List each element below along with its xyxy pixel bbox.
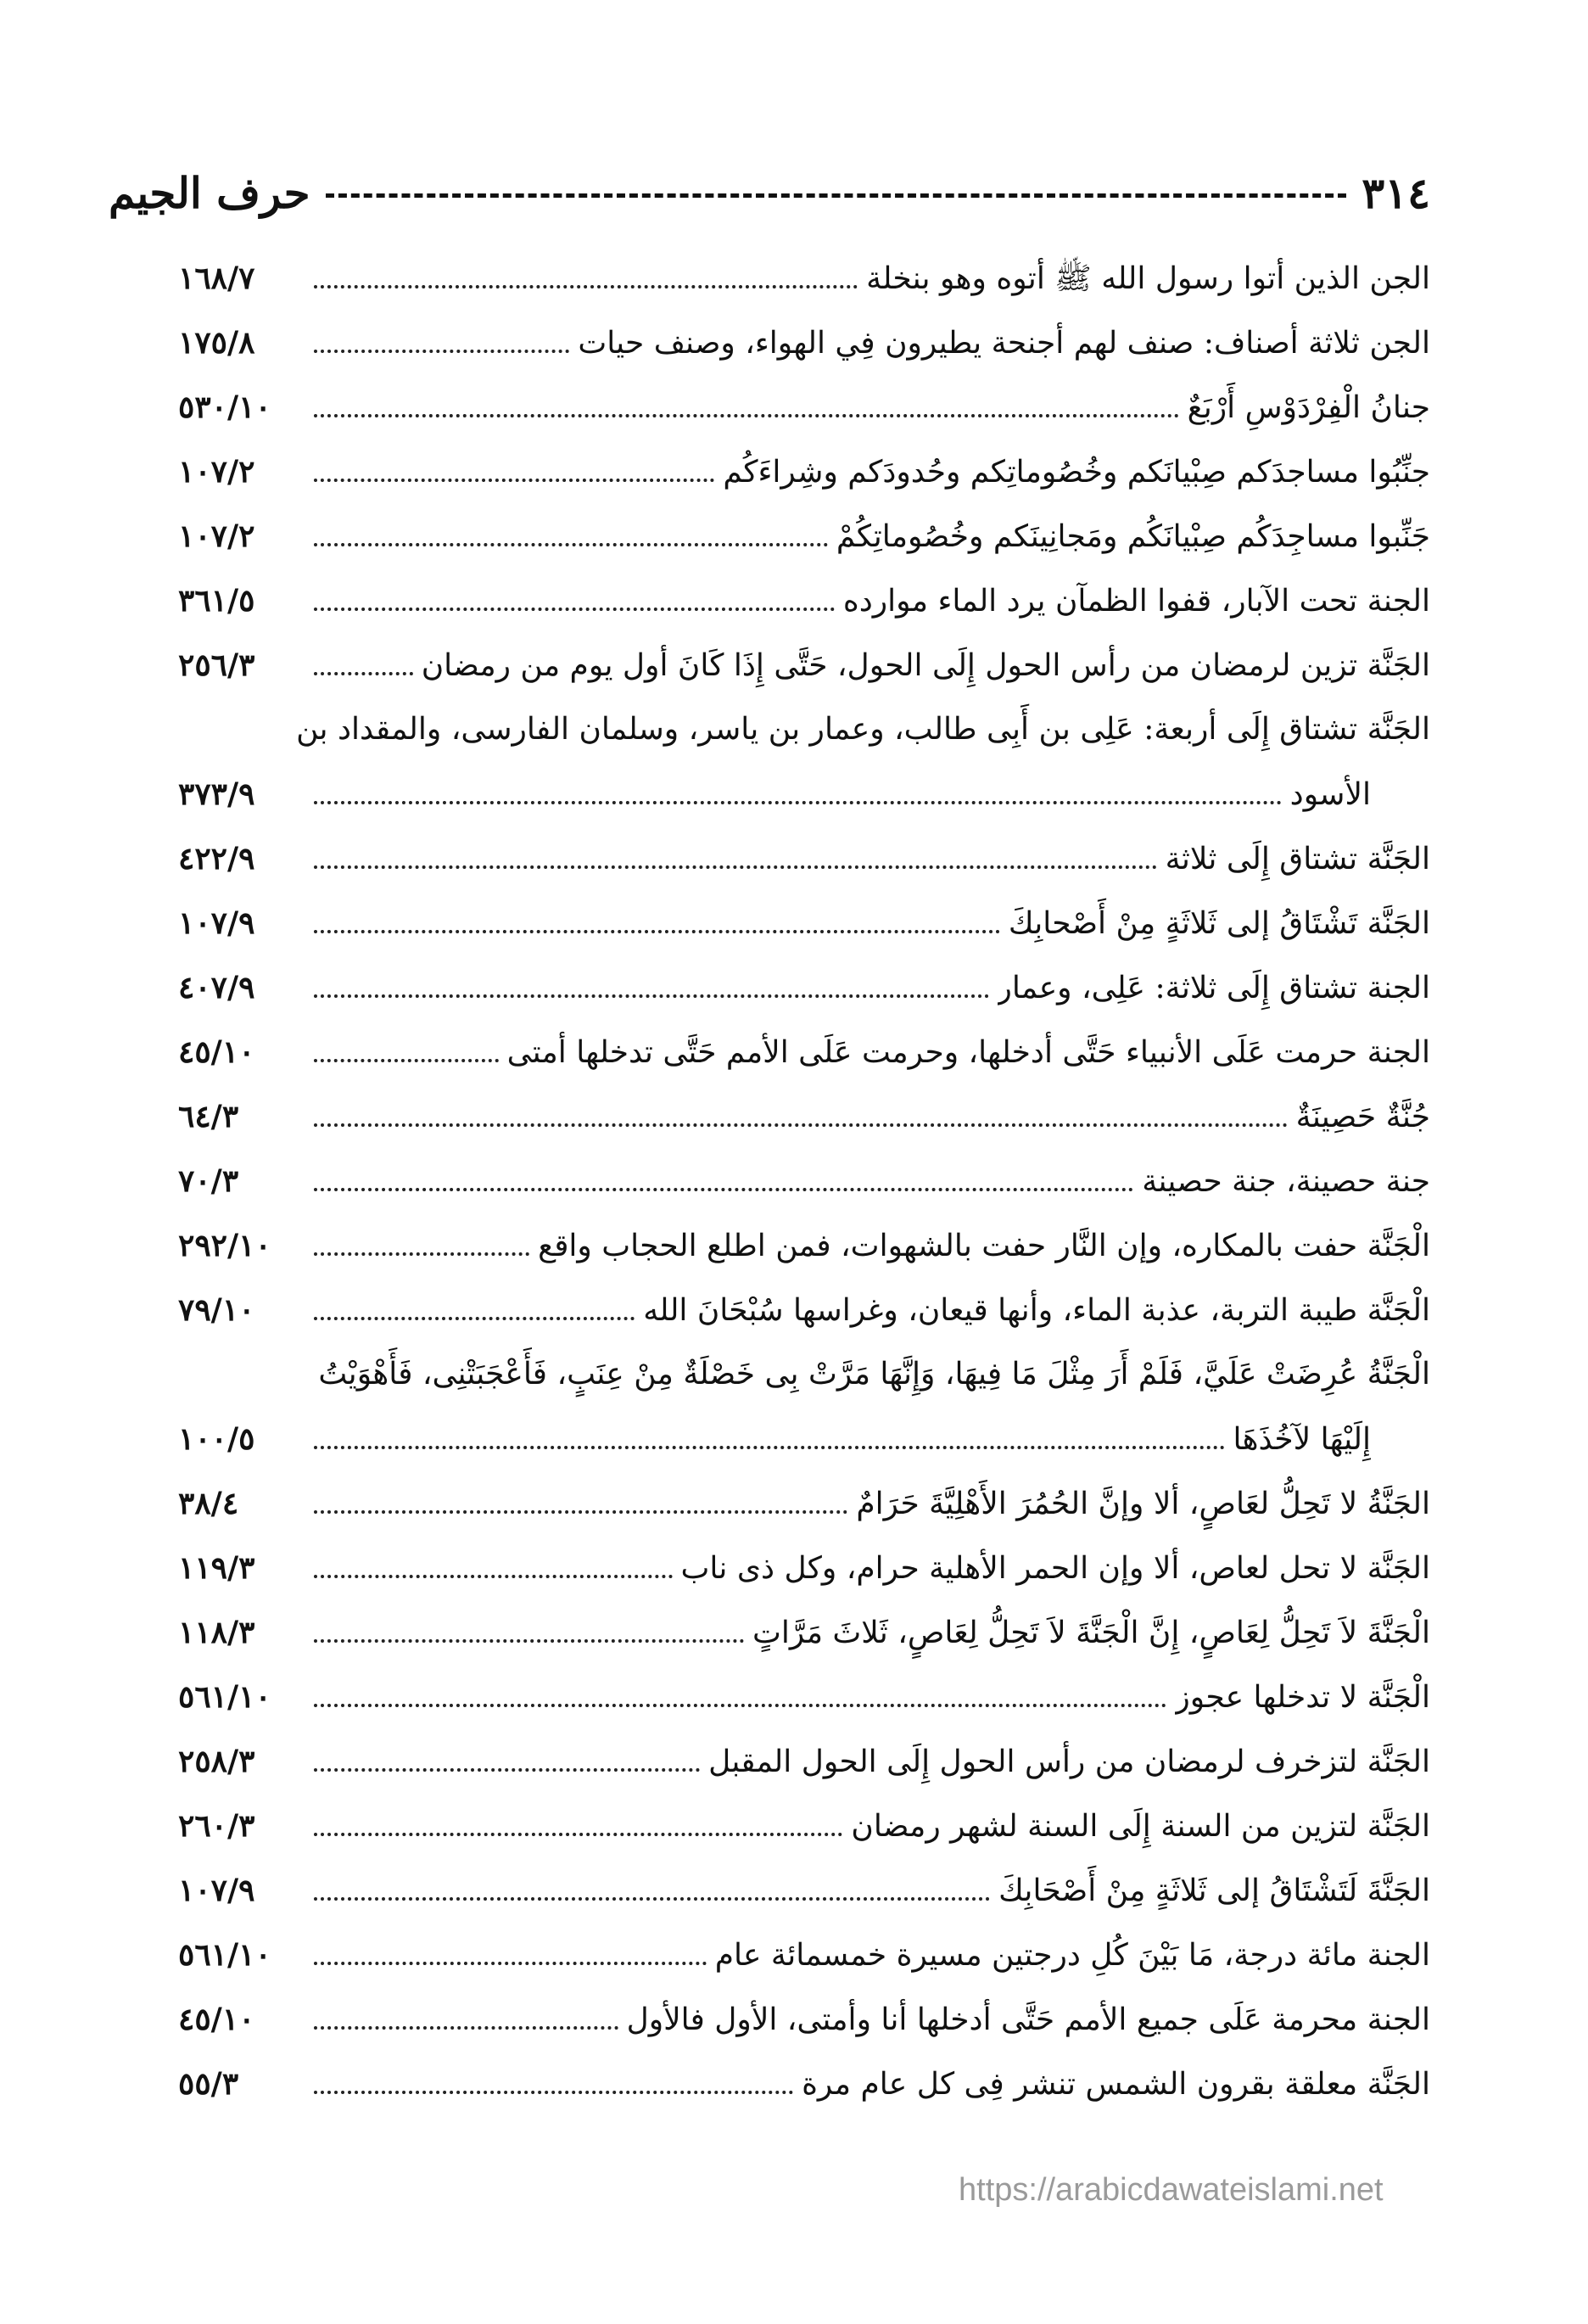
entry-reference: ١٦٨/٧ [178,260,255,296]
entry-reference: ٥٦١/١٠ [178,1937,271,1973]
entry-reference: ٢٦٠/٣ [178,1808,255,1844]
entry-row [178,568,1430,633]
dot-leader [314,1123,1288,1127]
index-entry [178,1278,1430,1342]
entry-reference: ٧٠/٣ [178,1163,239,1199]
index-entry [178,1342,1430,1471]
dot-leader [314,2091,793,2094]
entry-text: الْجَنَّة طيبة التربة، عذبة الماء، وأنها قيعان، وغراسها سُبْحَانَ الله [643,1293,1430,1328]
index-entry [178,1471,1430,1536]
entry-text: الجنة حرمت عَلَى الأنبياء حَتَّى أدخلها، وحرمت عَلَى الأمم حَتَّى تدخلها أمتى [506,1035,1430,1070]
entry-row [178,891,1430,955]
dot-leader [314,865,1157,869]
index-entry [178,1858,1430,1923]
dot-leader [314,285,858,288]
entry-text: الجَنَّةَ لَتَشْتَاقُ إلى ثَلاثَةٍ مِنْ أَصْحَابِكَ [998,1873,1430,1908]
entry-text: الجنة تحت الآبار، قفوا الظمآن يرد الماء موارده [842,584,1430,619]
entry-text: جنانُ الْفِرْدَوْسِ أَرْبَعٌ [1187,390,1430,425]
entry-row [178,1600,1430,1665]
index-entry [178,504,1430,568]
page-header [109,163,1430,222]
entry-row [178,1213,1430,1278]
dot-leader [314,1252,529,1256]
entry-reference: ٣٨/٤ [178,1486,239,1521]
entry-text: الجَنَّة تَشْتَاقُ إلى ثَلاثَةٍ مِنْ أَصْحابِكَ [1008,906,1430,941]
entry-row [178,955,1430,1020]
entry-text: الأسود [1289,777,1371,812]
entry-text: جنِّبُوا مساجدَكم صِبْيانَكم وخُصُوماتِكم وحُدودَكم وشِراءَكُم [723,455,1430,490]
entry-reference: ٥٣٠/١٠ [178,389,271,425]
dot-leader [314,801,1282,804]
entry-reference: ٣٧٣/٩ [178,776,255,812]
entry-text: الجن ثلاثة أصناف: صنف لهم أجنحة يطيرون فِي الهواء، وصنف حيات [578,326,1430,361]
dot-leader [314,1188,1133,1191]
entry-reference: ٦٤/٣ [178,1099,239,1134]
entry-text: جَنِّبوا مساجِدَكُم صِبْيانَكُم ومَجانِينَكم وخُصُوماتِكُمْ [836,519,1430,554]
entry-text: الْجَنَّةُ عُرِضَتْ عَلَيَّ، فَلَمْ أَرَ مِثْلَ مَا فِيهَا، وَإِنَّهَا مَرَّتْ بِى خَصْلَةٌ مِنْ عِنَبٍ، فَأَعْجَبَتْنِى، فَأَهْوَيْتُ [318,1357,1430,1392]
entry-text: الْجَنَّة حفت بالمكاره، وإن النَّار حفت بالشهوات، فمن اطلع الحجاب واقع [538,1229,1430,1263]
entry-row [178,246,1430,311]
entry-row [178,311,1430,375]
entry-reference: ١١٨/٣ [178,1615,255,1650]
entry-row [178,1471,1430,1536]
entry-text: الجَنَّة لا تحل لعاص، ألا وإن الحمر الأهلية حرام، وكل ذى ناب [680,1551,1430,1586]
entry-reference: ١٠٠/٥ [178,1421,255,1457]
entry-reference: ٤٥/١٠ [178,2002,255,2037]
watermark: https://arabicdawateislami.net [959,2172,1384,2208]
entry-reference: ٢٩٢/١٠ [178,1228,271,1263]
entry-reference: ٢٥٨/٣ [178,1744,255,1779]
entry-reference: ١٠٧/٩ [178,1873,255,1908]
entry-text: الجَنَّة تشتاق إِلَى ثلاثة [1165,842,1430,876]
entry-reference: ١٠٧/٩ [178,905,255,941]
index-entry [178,633,1430,697]
index-entry [178,568,1430,633]
dot-leader [314,479,714,482]
entry-text: الجن الذين أتوا رسول الله ﷺ أتوه وهو بنخلة [866,261,1430,296]
index-entry [178,826,1430,891]
index-entry [178,311,1430,375]
index-entry [178,1020,1430,1084]
index-entry [178,891,1430,955]
entry-row [178,1729,1430,1794]
dot-leader [314,608,835,611]
entry-reference: ١٠٧/٢ [178,518,255,554]
entry-text: الجَنَّة معلقة بقرون الشمس تنشر فِى كل عام مرة [802,2067,1430,2102]
dot-leader [314,2026,618,2030]
entry-row [178,1407,1430,1471]
entry-row [178,826,1430,891]
dot-leader [314,350,569,353]
entry-text: الْجَنَّة لا تدخلها عجوز [1175,1680,1430,1715]
index-entries [178,246,1430,2116]
entry-text: الجَنَّةُ لا تَحِلُّ لعَاصٍ، ألا وإنَّ الحُمُرَ الأَهْلِيَّةَ حَرَامٌ [856,1487,1430,1521]
index-entry [178,2052,1430,2116]
dot-leader [314,1704,1166,1707]
index-entry [178,1536,1430,1600]
entry-reference: ٧٩/١٠ [178,1292,255,1328]
index-entry [178,1729,1430,1794]
entry-reference: ٤٥/١٠ [178,1034,255,1070]
dot-leader [314,994,989,998]
index-entry [178,955,1430,1020]
dot-leader [314,930,1000,933]
dot-leader [314,1639,744,1643]
entry-text: جُنَّةٌ حَصِينَةٌ [1295,1100,1430,1134]
index-entry [178,375,1430,440]
index-entry [178,1213,1430,1278]
entry-row [178,1149,1430,1213]
entry-reference: ١٠٧/٢ [178,454,255,490]
entry-row [178,440,1430,504]
section-title: حرف الجيم [109,167,310,218]
dot-leader [314,1059,499,1062]
dot-leader [314,543,828,546]
entry-reference: ٣٦١/٥ [178,583,255,619]
entry-reference: ٤٠٧/٩ [178,970,255,1005]
entry-row [178,633,1430,697]
dot-leader [314,1833,842,1836]
entry-text: الجنة محرمة عَلَى جميع الأمم حَتَّى أدخلها أنا وأمتى، الأول فالأول [626,2002,1430,2037]
index-entry [178,1600,1430,1665]
entry-text: إِلَيْهَا لآخُذَهَا [1233,1422,1371,1457]
dot-leader [314,1768,700,1772]
index-entry [178,1665,1430,1729]
entry-row [178,1794,1430,1858]
entry-reference: ٥٦١/١٠ [178,1679,271,1715]
dot-leader [314,1962,707,1965]
index-entry [178,1149,1430,1213]
dot-leader [314,1510,847,1514]
entry-row [178,1858,1430,1923]
entry-reference: ١١٩/٣ [178,1550,255,1586]
entry-row [178,1665,1430,1729]
entry-row [178,504,1430,568]
entry-row [178,1923,1430,1987]
entry-reference: ٢٥٦/٣ [178,647,255,683]
entry-row [178,1536,1430,1600]
entry-text: الجَنَّة لتزين من السنة إِلَى السنة لشهر رمضان [851,1809,1430,1844]
entry-row [178,1278,1430,1342]
index-entry [178,1987,1430,2052]
entry-text: جنة حصينة، جنة حصينة [1142,1164,1430,1199]
entry-row [178,762,1430,826]
entry-row [178,375,1430,440]
entry-text: الجَنَّة تشتاق إِلَى أربعة: عَلِى بن أَبِى طالب، وعمار بن ياسر، وسلمان الفارسى، والمقداد بن [296,712,1430,747]
entry-text: الجنة تشتاق إِلَى ثلاثة: عَلِى، وعمار [997,971,1430,1005]
entry-reference: ٤٢٢/٩ [178,841,255,876]
index-entry [178,440,1430,504]
entry-row [178,1084,1430,1149]
dot-leader [314,414,1179,417]
dot-leader [314,672,413,675]
index-entry [178,246,1430,311]
dot-leader [314,1446,1225,1449]
entry-row [178,1987,1430,2052]
dot-leader [314,1897,990,1901]
header-dashed-rule [326,193,1347,198]
dot-leader [314,1317,635,1320]
entry-reference: ٥٥/٣ [178,2066,239,2102]
entry-text: الجَنَّة لتزخرف لرمضان من رأس الحول إِلَى الحول المقبل [708,1744,1430,1779]
entry-text: الْجَنَّةَ لاَ تَحِلُّ لِعَاصٍ، إِنَّ الْجَنَّةَ لاَ تَحِلُّ لِعَاصٍ، ثَلاثَ مَرَّاتٍ [752,1616,1430,1650]
entry-reference: ١٧٥/٨ [178,325,255,361]
entry-row [178,1020,1430,1084]
dot-leader [314,1575,673,1578]
index-entry [178,697,1430,826]
index-entry [178,1794,1430,1858]
index-entry [178,1923,1430,1987]
page-number: ٣١٤ [1362,167,1430,218]
entry-row [178,2052,1430,2116]
entry-text: الجَنَّة تزين لرمضان من رأس الحول إِلَى الحول، حَتَّى إِذَا كَانَ أول يوم من رمضان [421,648,1430,683]
index-entry [178,1084,1430,1149]
entry-text: الجنة مائة درجة، مَا بَيْنَ كُلِ درجتين مسيرة خمسمائة عام [714,1938,1430,1973]
